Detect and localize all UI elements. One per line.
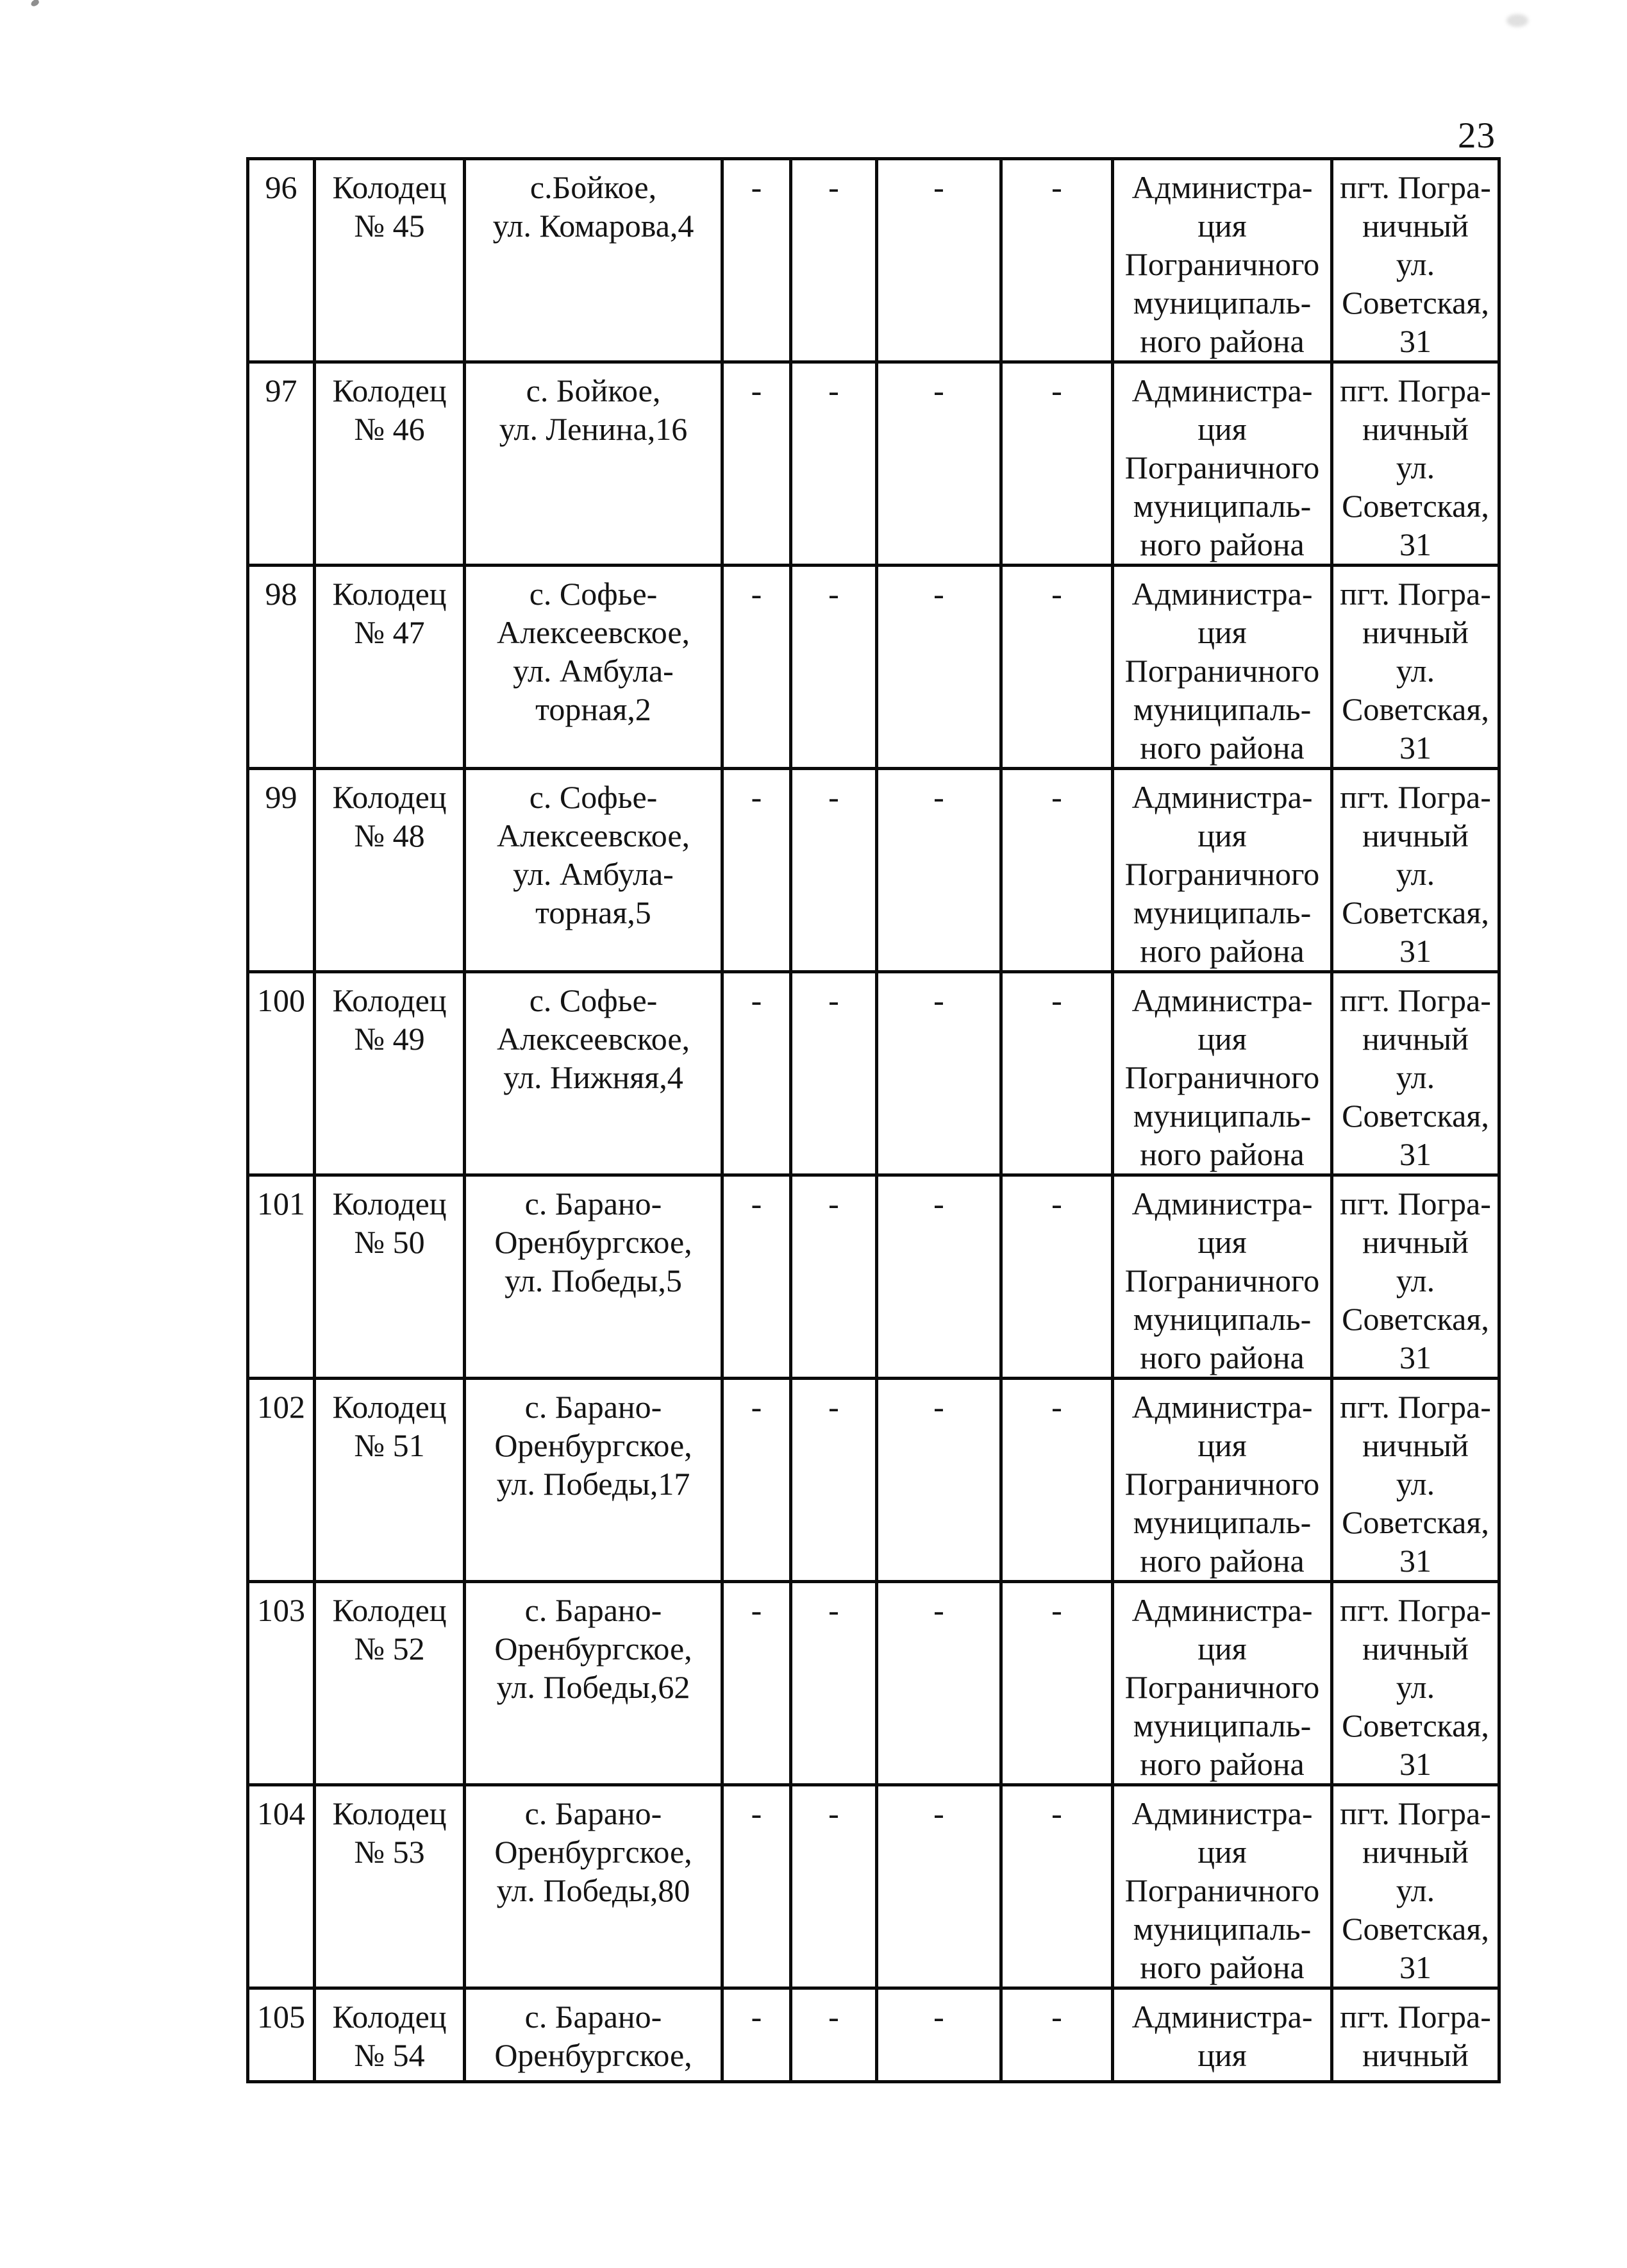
empty-value-cell [1001,769,1113,972]
text-line: - [751,1389,762,1425]
well-name-cell [315,1785,465,1988]
text-line: пгт. Погра- [1340,373,1491,408]
text-line: с. Барано- [524,1999,662,2035]
empty-value-cell [877,1785,1001,1988]
table-row [248,566,1499,769]
text-line: - [933,576,944,612]
text-line: 31 [1399,933,1431,969]
owner-address-cell [1332,159,1499,362]
empty-value-cell [722,1988,791,2082]
text-line: 31 [1399,526,1431,562]
text-line: Пограничного [1124,1669,1320,1705]
text-line: ничный [1362,614,1469,650]
text-line: ничный [1362,1021,1469,1057]
text-line: пгт. Погра- [1340,1389,1491,1425]
text-line: ул. [1396,653,1435,689]
text-line: 31 [1399,1949,1431,1985]
empty-value-cell [877,769,1001,972]
text-line: Советская, [1342,488,1489,524]
text-line: - [828,576,839,612]
text-line: - [933,373,944,408]
empty-value-cell [791,769,877,972]
text-line: ного района [1140,323,1305,359]
text-line: муниципаль- [1133,1098,1312,1134]
text-line: ул. [1396,1263,1435,1298]
table-row [248,1785,1499,1988]
well-name-cell [315,769,465,972]
text-line: - [1051,982,1062,1018]
text-line: - [828,1795,839,1831]
well-name-cell [315,1379,465,1582]
text-line: с. Барано- [524,1795,662,1831]
text-line: ул. Нижняя,4 [503,1059,683,1095]
text-line: 98 [265,576,297,612]
text-line: 103 [257,1592,305,1628]
empty-value-cell [1001,362,1113,566]
text-line: - [1051,1795,1062,1831]
text-line: Оренбургское, [494,1427,692,1463]
text-line: ул. [1396,449,1435,485]
text-line: - [828,1999,839,2035]
text-line: ного района [1140,1136,1305,1172]
empty-value-cell [877,566,1001,769]
text-line: - [933,982,944,1018]
row-number-cell [248,566,315,769]
well-name-cell [315,1175,465,1379]
empty-value-cell [791,972,877,1175]
text-line: муниципаль- [1133,488,1312,524]
text-line: с. Софье- [529,982,658,1018]
text-line: № 48 [354,818,425,853]
text-line: - [1051,169,1062,205]
text-line: ного района [1140,1746,1305,1782]
text-line: Администра- [1131,1186,1313,1222]
text-line: - [751,1795,762,1831]
text-line: Оренбургское, [494,2037,692,2073]
text-line: 96 [265,169,297,205]
text-line: - [1051,1999,1062,2035]
text-line: ул. Амбула- [513,653,674,689]
text-line: ул. Ленина,16 [499,411,688,447]
row-number-cell [248,362,315,566]
table-row [248,1175,1499,1379]
text-line: ция [1197,1427,1247,1463]
owner-cell [1113,1582,1332,1785]
table-row [248,159,1499,362]
well-name-cell [315,159,465,362]
text-line: - [1051,1389,1062,1425]
owner-cell [1113,362,1332,566]
empty-value-cell [722,566,791,769]
text-line: ул. [1396,1872,1435,1908]
text-line: Алексеевское, [496,614,690,650]
text-line: - [828,373,839,408]
text-line: ничный [1362,1631,1469,1667]
text-line: Администра- [1131,779,1313,815]
text-line: пгт. Погра- [1340,982,1491,1018]
text-line: № 46 [354,411,425,447]
table-row [248,1988,1499,2082]
table-row [248,1379,1499,1582]
owner-cell [1113,1379,1332,1582]
text-line: муниципаль- [1133,1301,1312,1337]
text-line: Пограничного [1124,1263,1320,1298]
text-line: Администра- [1131,1999,1313,2035]
owner-cell [1113,566,1332,769]
text-line: Советская, [1342,1911,1489,1947]
row-number-cell [248,769,315,972]
text-line: муниципаль- [1133,1504,1312,1540]
text-line: - [828,1186,839,1222]
text-line: 31 [1399,730,1431,766]
owner-cell [1113,159,1332,362]
text-line: Администра- [1131,169,1313,205]
owner-address-cell [1332,362,1499,566]
owner-address-cell [1332,1785,1499,1988]
text-line: ция [1197,208,1247,244]
text-line: - [1051,576,1062,612]
text-line: 97 [265,373,297,408]
wells-table [246,157,1501,2083]
text-line: муниципаль- [1133,895,1312,930]
text-line: Колодец [332,982,447,1018]
text-line: Администра- [1131,1592,1313,1628]
empty-value-cell [722,362,791,566]
table-row [248,1582,1499,1785]
address-cell [465,769,722,972]
table-row [248,769,1499,972]
owner-address-cell [1332,566,1499,769]
text-line: пгт. Погра- [1340,1795,1491,1831]
text-line: с. Бойкое, [526,373,661,408]
text-line: № 47 [354,614,425,650]
row-number-cell [248,159,315,362]
text-line: 31 [1399,1543,1431,1579]
text-line: торная,2 [535,691,651,727]
text-line: ничный [1362,411,1469,447]
text-line: с. Барано- [524,1592,662,1628]
empty-value-cell [722,1582,791,1785]
text-line: ул. Комарова,4 [492,208,694,244]
text-line: пгт. Погра- [1340,1592,1491,1628]
text-line: 31 [1399,1136,1431,1172]
owner-address-cell [1332,1379,1499,1582]
table-body [248,159,1499,2082]
text-line: ул. [1396,1466,1435,1502]
well-name-cell [315,1988,465,2082]
text-line: Колодец [332,1186,447,1222]
text-line: № 53 [354,1834,425,1870]
text-line: ул. [1396,856,1435,892]
text-line: Администра- [1131,373,1313,408]
empty-value-cell [791,566,877,769]
text-line: ного района [1140,526,1305,562]
text-line: - [933,1999,944,2035]
well-name-cell [315,362,465,566]
text-line: Колодец [332,1592,447,1628]
text-line: 102 [257,1389,305,1425]
text-line: 100 [257,982,305,1018]
page-number: 23 [1458,115,1496,156]
owner-cell [1113,972,1332,1175]
empty-value-cell [877,972,1001,1175]
text-line: ного района [1140,730,1305,766]
text-line: Советская, [1342,1301,1489,1337]
empty-value-cell [791,1379,877,1582]
empty-value-cell [722,1379,791,1582]
owner-address-cell [1332,1582,1499,1785]
text-line: - [933,1389,944,1425]
owner-address-cell [1332,769,1499,972]
text-line: - [751,373,762,408]
text-line: 99 [265,779,297,815]
text-line: - [1051,373,1062,408]
text-line: ного района [1140,1340,1305,1375]
row-number-cell [248,972,315,1175]
text-line: № 49 [354,1021,425,1057]
text-line: ция [1197,1224,1247,1260]
text-line: № 54 [354,2037,425,2073]
row-number-cell [248,1379,315,1582]
text-line: Пограничного [1124,449,1320,485]
address-cell [465,566,722,769]
text-line: № 51 [354,1427,425,1463]
text-line: ция [1197,614,1247,650]
text-line: с. Софье- [529,779,658,815]
text-line: ного района [1140,933,1305,969]
text-line: - [828,1389,839,1425]
empty-value-cell [722,972,791,1175]
text-line: Администра- [1131,576,1313,612]
text-line: ного района [1140,1543,1305,1579]
text-line: Советская, [1342,1098,1489,1134]
text-line: ничный [1362,1224,1469,1260]
text-line: ничный [1362,1834,1469,1870]
text-line: ничный [1362,818,1469,853]
text-line: Колодец [332,1999,447,2035]
text-line: торная,5 [535,895,651,930]
text-line: ничный [1362,208,1469,244]
owner-cell [1113,1988,1332,2082]
address-cell [465,362,722,566]
text-line: Пограничного [1124,1872,1320,1908]
text-line: - [933,1795,944,1831]
empty-value-cell [791,1785,877,1988]
text-line: Алексеевское, [496,1021,690,1057]
text-line: ция [1197,411,1247,447]
text-line: ул. Амбула- [513,856,674,892]
text-line: 31 [1399,1746,1431,1782]
text-line: муниципаль- [1133,1708,1312,1743]
text-line: - [751,1592,762,1628]
text-line: Колодец [332,1389,447,1425]
text-line: ничный [1362,1427,1469,1463]
text-line: пгт. Погра- [1340,1999,1491,2035]
text-line: 31 [1399,323,1431,359]
text-line: ного района [1140,1949,1305,1985]
address-cell [465,972,722,1175]
row-number-cell [248,1988,315,2082]
text-line: Советская, [1342,285,1489,321]
table-row [248,972,1499,1175]
empty-value-cell [722,1785,791,1988]
table-row [248,362,1499,566]
empty-value-cell [1001,566,1113,769]
text-line: муниципаль- [1133,691,1312,727]
text-line: Администра- [1131,982,1313,1018]
empty-value-cell [1001,159,1113,362]
address-cell [465,159,722,362]
text-line: - [933,1592,944,1628]
text-line: ул. Победы,17 [496,1466,690,1502]
well-name-cell [315,566,465,769]
text-line: 105 [257,1999,305,2035]
text-line: № 45 [354,208,425,244]
text-line: № 52 [354,1631,425,1667]
empty-value-cell [1001,1379,1113,1582]
text-line: Оренбургское, [494,1224,692,1260]
text-line: ция [1197,818,1247,853]
text-line: ция [1197,1631,1247,1667]
owner-address-cell [1332,1175,1499,1379]
text-line: - [828,169,839,205]
empty-value-cell [1001,972,1113,1175]
empty-value-cell [877,159,1001,362]
text-line: Советская, [1342,1504,1489,1540]
text-line: Оренбургское, [494,1834,692,1870]
empty-value-cell [791,1582,877,1785]
empty-value-cell [1001,1785,1113,1988]
text-line: ул. Победы,5 [505,1263,682,1298]
text-line: ул. [1396,1059,1435,1095]
text-line: с. Барано- [524,1186,662,1222]
text-line: Пограничного [1124,1466,1320,1502]
text-line: ция [1197,1834,1247,1870]
text-line: - [828,982,839,1018]
empty-value-cell [877,1582,1001,1785]
owner-cell [1113,1785,1332,1988]
empty-value-cell [791,362,877,566]
text-line: Пограничного [1124,856,1320,892]
text-line: - [828,779,839,815]
text-line: ул. Победы,80 [496,1872,690,1908]
address-cell [465,1175,722,1379]
text-line: 104 [257,1795,305,1831]
well-name-cell [315,1582,465,1785]
empty-value-cell [1001,1582,1113,1785]
empty-value-cell [791,159,877,362]
text-line: - [933,169,944,205]
empty-value-cell [877,1379,1001,1582]
text-line: пгт. Погра- [1340,1186,1491,1222]
owner-cell [1113,1175,1332,1379]
text-line: Пограничного [1124,1059,1320,1095]
empty-value-cell [877,362,1001,566]
empty-value-cell [722,159,791,362]
row-number-cell [248,1582,315,1785]
owner-address-cell [1332,972,1499,1175]
address-cell [465,1379,722,1582]
text-line: Советская, [1342,1708,1489,1743]
empty-value-cell [791,1175,877,1379]
text-line: ция [1197,2037,1247,2073]
text-line: - [1051,779,1062,815]
text-line: - [751,576,762,612]
text-line: Колодец [332,373,447,408]
empty-value-cell [791,1988,877,2082]
row-number-cell [248,1175,315,1379]
text-line: Алексеевское, [496,818,690,853]
text-line: пгт. Погра- [1340,576,1491,612]
text-line: - [1051,1592,1062,1628]
address-cell [465,1785,722,1988]
text-line: 101 [257,1186,305,1222]
text-line: пгт. Погра- [1340,169,1491,205]
empty-value-cell [1001,1175,1113,1379]
text-line: пгт. Погра- [1340,779,1491,815]
text-line: - [751,779,762,815]
text-line: с. Софье- [529,576,658,612]
text-line: Администра- [1131,1389,1313,1425]
text-line: - [751,1186,762,1222]
text-line: Пограничного [1124,246,1320,282]
text-line: муниципаль- [1133,1911,1312,1947]
text-line: ул. [1396,1669,1435,1705]
empty-value-cell [1001,1988,1113,2082]
text-line: - [751,982,762,1018]
text-line: Колодец [332,1795,447,1831]
row-number-cell [248,1785,315,1988]
text-line: муниципаль- [1133,285,1312,321]
owner-address-cell [1332,1988,1499,2082]
text-line: - [751,169,762,205]
text-line: ция [1197,1021,1247,1057]
owner-cell [1113,769,1332,972]
text-line: ничный [1362,2037,1469,2073]
text-line: Оренбургское, [494,1631,692,1667]
text-line: ул. [1396,246,1435,282]
text-line: Пограничного [1124,653,1320,689]
empty-value-cell [877,1175,1001,1379]
text-line: Колодец [332,576,447,612]
text-line: - [1051,1186,1062,1222]
text-line: Администра- [1131,1795,1313,1831]
text-line: - [933,779,944,815]
empty-value-cell [722,1175,791,1379]
text-line: - [933,1186,944,1222]
text-line: с.Бойкое, [530,169,657,205]
text-line: Колодец [332,779,447,815]
scan-artifact [30,0,40,8]
text-line: 31 [1399,1340,1431,1375]
text-line: ул. Победы,62 [496,1669,690,1705]
address-cell [465,1988,722,2082]
text-line: Советская, [1342,691,1489,727]
text-line: № 50 [354,1224,425,1260]
text-line: Советская, [1342,895,1489,930]
well-name-cell [315,972,465,1175]
scan-artifact [1506,14,1528,27]
text-line: Колодец [332,169,447,205]
text-line: - [828,1592,839,1628]
text-line: с. Барано- [524,1389,662,1425]
text-line: - [751,1999,762,2035]
empty-value-cell [877,1988,1001,2082]
address-cell [465,1582,722,1785]
empty-value-cell [722,769,791,972]
